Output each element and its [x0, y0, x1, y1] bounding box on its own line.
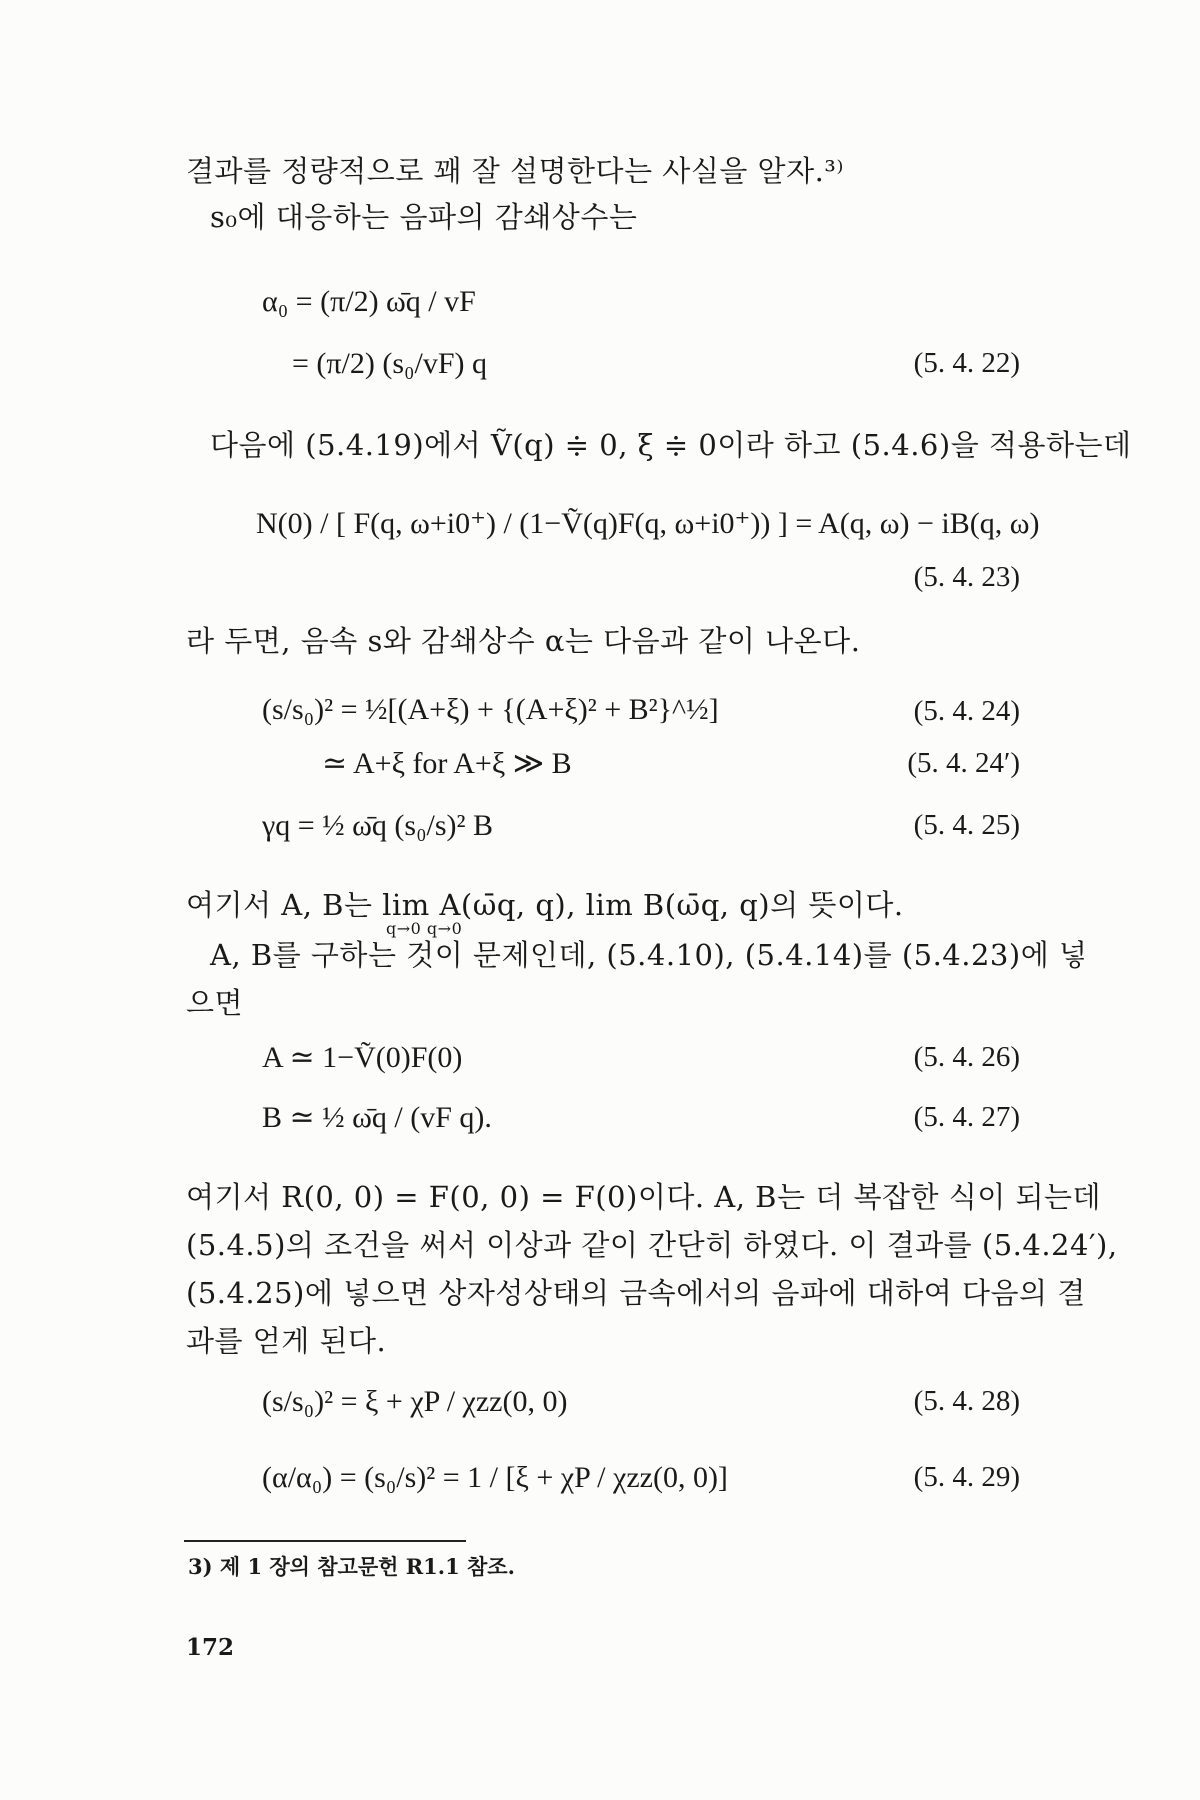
- equation-A-approx: A ≃ 1−Ṽ(0)F(0): [262, 1041, 463, 1074]
- equation-number-5-4-29: (5. 4. 29): [913, 1461, 1020, 1493]
- equation-number-5-4-27: (5. 4. 27): [913, 1101, 1020, 1133]
- equation-number-5-4-23: (5. 4. 23): [913, 561, 1020, 593]
- text-line-11: 과를 얻게 된다.: [186, 1324, 387, 1358]
- equation-number-5-4-26: (5. 4. 26): [913, 1041, 1020, 1073]
- footnote: 3) 제 1 장의 참고문헌 R1.1 참조.: [188, 1554, 515, 1579]
- equation-number-5-4-24: (5. 4. 24): [913, 695, 1020, 727]
- text-line-2: s₀에 대응하는 음파의 감쇄상수는: [210, 200, 638, 234]
- equation-alpha0-line1: α₀ = (π/2) ω̄q / vF: [262, 285, 476, 318]
- text-line-1: 결과를 정량적으로 꽤 잘 설명한다는 사실을 알자.³⁾: [186, 154, 845, 188]
- text-line-10: (5.4.25)에 넣으면 상자성상태의 금속에서의 음파에 대하여 다음의 결: [186, 1276, 1086, 1310]
- equation-number-5-4-22: (5. 4. 22): [913, 347, 1020, 379]
- equation-sound-velocity-approx: ≃ A+ξ for A+ξ ≫ B: [322, 747, 572, 780]
- text-line-5: 여기서 A, B는 lim A(ω̄q, q), lim B(ω̄q, q)의 뜻이다.: [186, 888, 904, 922]
- text-line-6: A, B를 구하는 것이 문제인데, (5.4.10), (5.4.14)를 (5.4.23)에 넣: [210, 938, 1088, 972]
- equation-paramagnetic-sound: (s/s₀)² = ξ + χP / χzz(0, 0): [262, 1385, 568, 1418]
- text-line-9: (5.4.5)의 조건을 써서 이상과 같이 간단히 하였다. 이 결과를 (5.4.24′),: [186, 1228, 1118, 1262]
- equation-paramagnetic-damping: (α/α₀) = (s₀/s)² = 1 / [ξ + χP / χzz(0, 0)]: [262, 1461, 728, 1494]
- equation-response-function: N(0) / [ F(q, ω+i0⁺) / (1−Ṽ(q)F(q, ω+i0⁺)) ] = A(q, ω) − iB(q, ω): [256, 507, 1040, 540]
- equation-alpha0-line2: = (π/2) (s₀/vF) q: [292, 347, 488, 380]
- text-line-3: 다음에 (5.4.19)에서 Ṽ(q) ≑ 0, ξ ≑ 0이라 하고 (5.4.6)을 적용하는데: [210, 428, 1132, 462]
- equation-B-approx: B ≃ ½ ω̄q / (vF q).: [262, 1101, 492, 1134]
- text-line-8: 여기서 R(0, 0) = F(0, 0) = F(0)이다. A, B는 더 복잡한 식이 되는데: [186, 1180, 1101, 1214]
- equation-number-5-4-25: (5. 4. 25): [913, 809, 1020, 841]
- text-line-5-subscript: q→0 q→0: [386, 919, 463, 938]
- text-line-4: 라 두면, 음속 s와 감쇄상수 α는 다음과 같이 나온다.: [186, 624, 861, 658]
- equation-number-5-4-24-prime: (5. 4. 24′): [907, 747, 1020, 779]
- equation-damping-gamma: γq = ½ ω̄q (s₀/s)² B: [262, 809, 494, 842]
- equation-sound-velocity: (s/s₀)² = ½[(A+ξ) + {(A+ξ)² + B²}^½]: [262, 693, 719, 726]
- page-number: 172: [186, 1634, 235, 1661]
- equation-number-5-4-28: (5. 4. 28): [913, 1385, 1020, 1417]
- text-line-7: 으면: [186, 986, 244, 1020]
- footnote-divider: [184, 1540, 466, 1542]
